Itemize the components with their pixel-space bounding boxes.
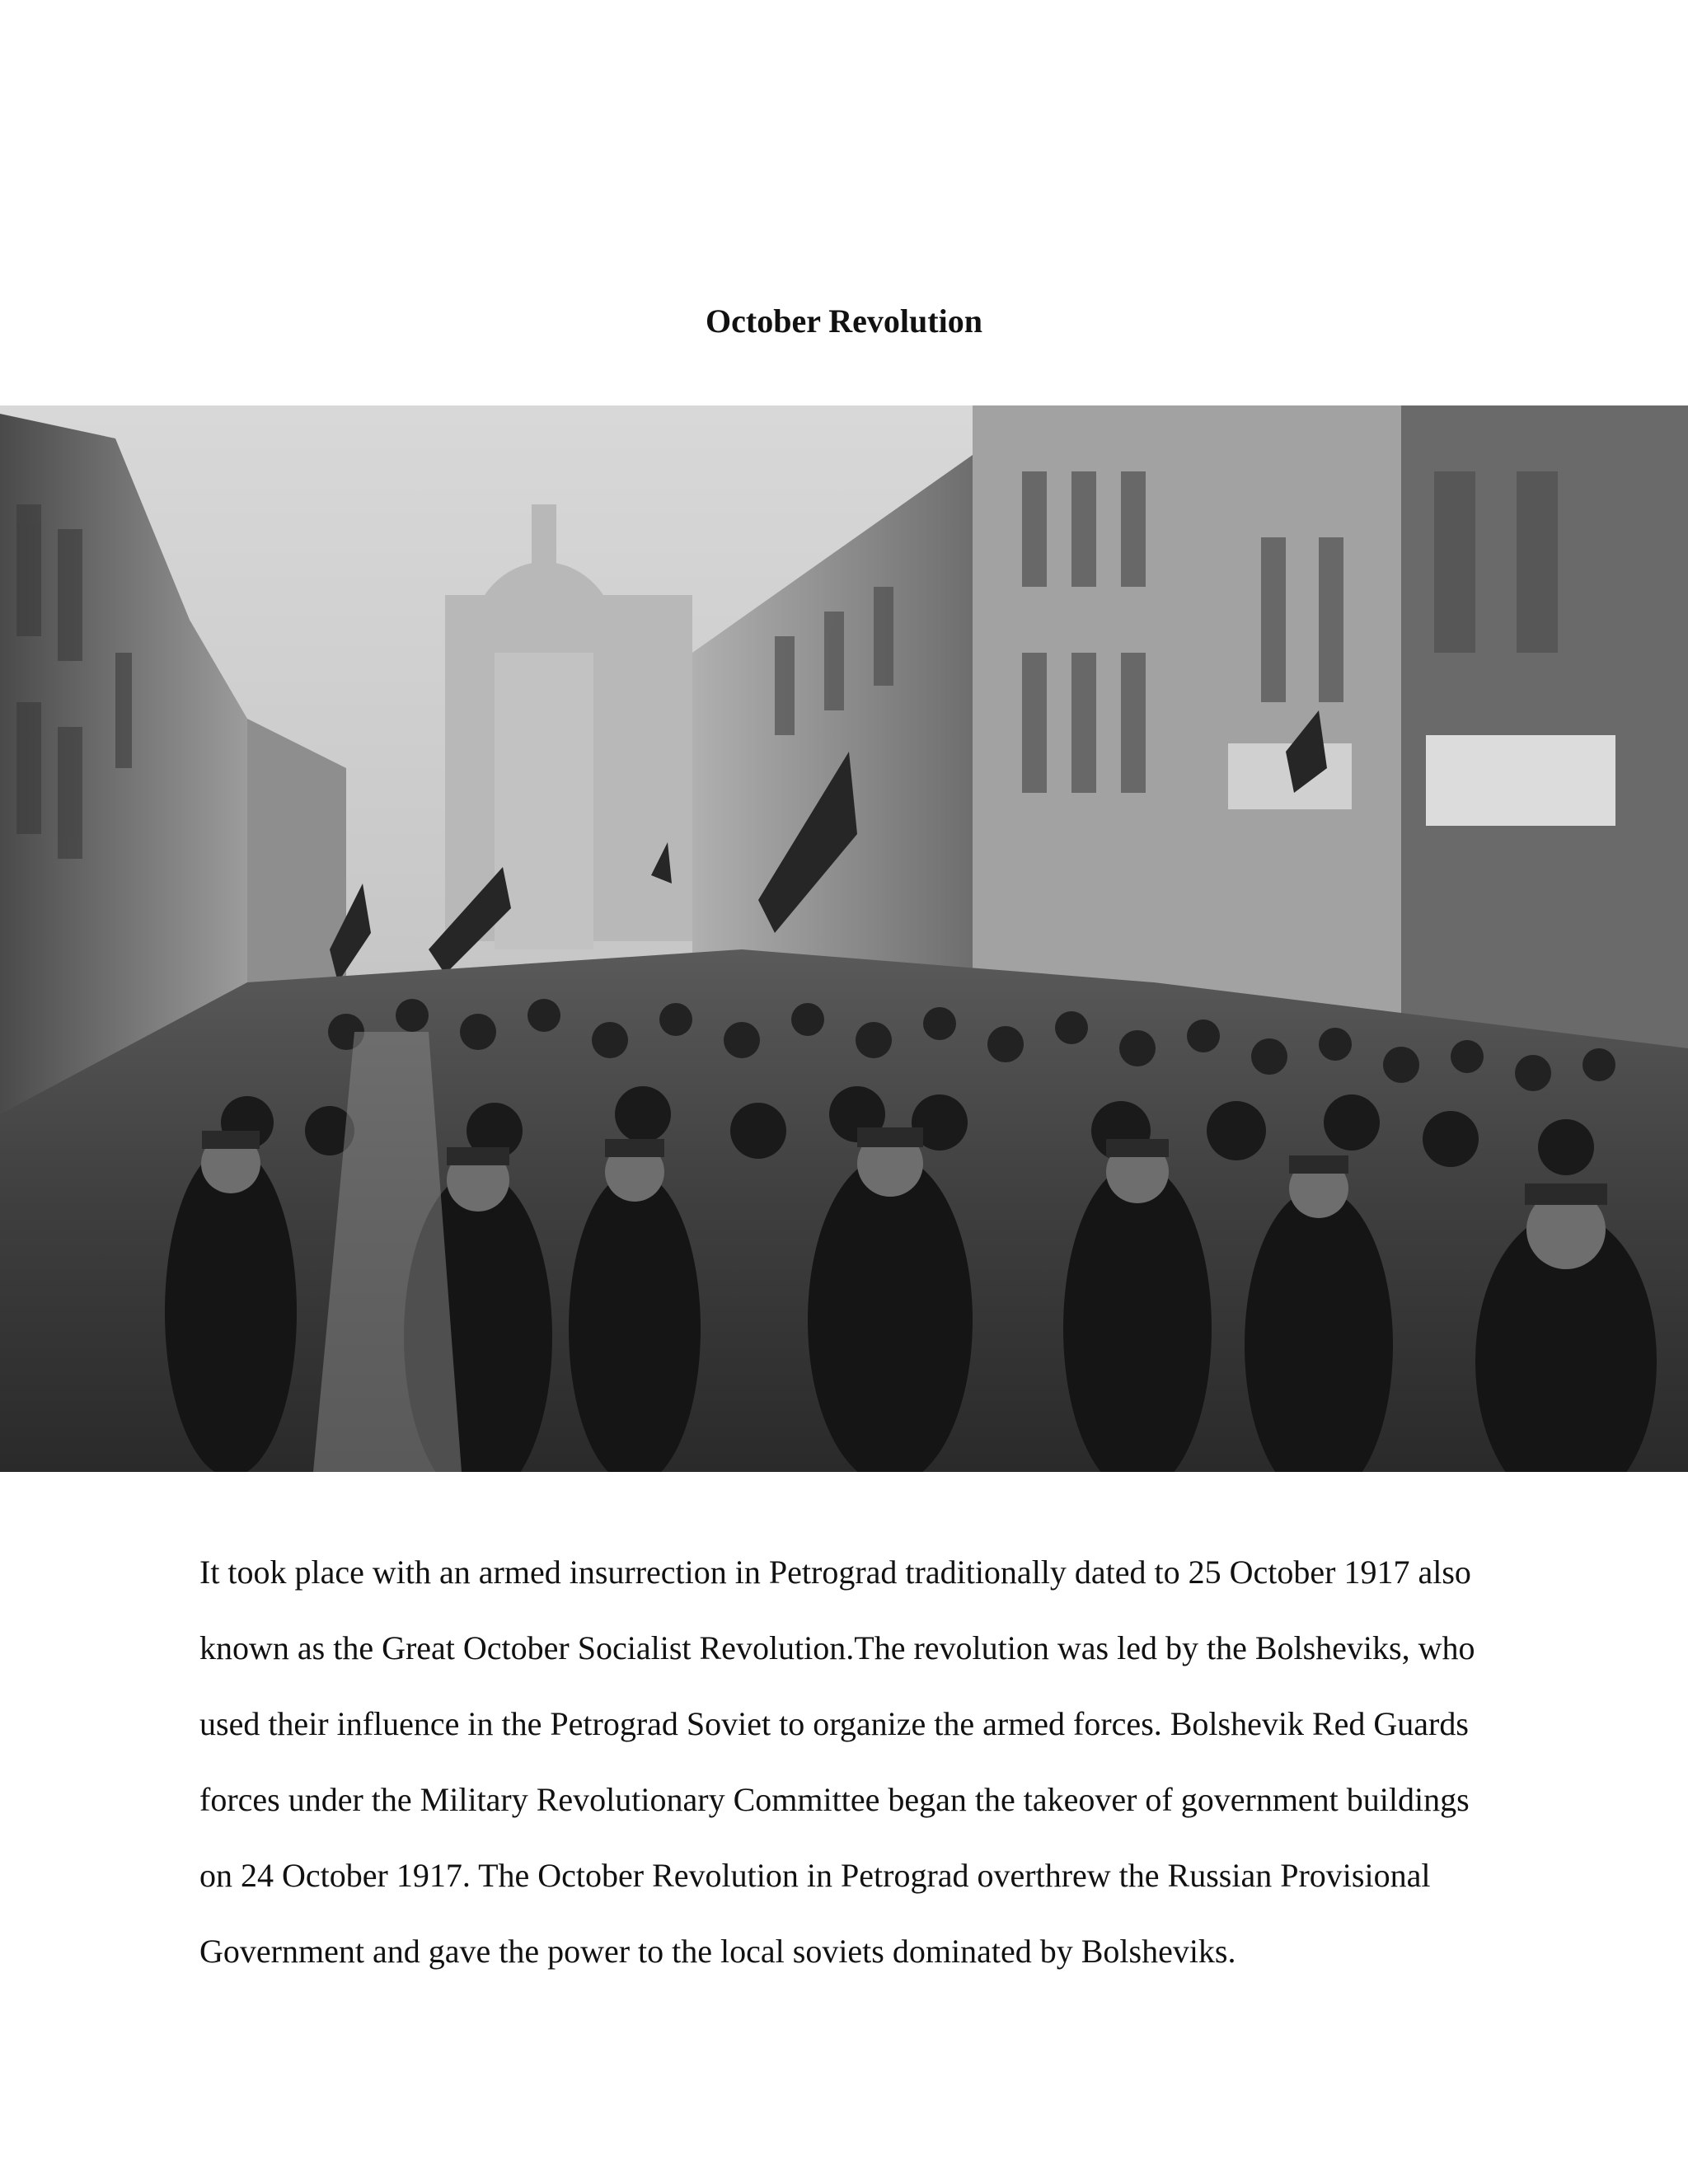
paragraph-line: known as the Great October Socialist Revolution.The revolution was led by the Bolsheviks, who (199, 1629, 1475, 1666)
paragraph-line: on 24 October 1917. The October Revolution in Petrograd overthrew the Russian Provisional (199, 1857, 1431, 1894)
paragraph-line: used their influence in the Petrograd Soviet to organize the armed forces. Bolshevik Red Guards (199, 1705, 1469, 1742)
body-paragraph (199, 1535, 1518, 1990)
paragraph-line: It took place with an armed insurrection in Petrograd traditionally dated to 25 October 1917 also (199, 1554, 1471, 1591)
street-crowd-photo (0, 405, 1688, 1472)
street-crowd-photo-icon (0, 405, 1688, 1472)
paragraph-line: forces under the Military Revolutionary Committee began the takeover of government buildings (199, 1781, 1470, 1818)
paragraph-line: Government and gave the power to the local soviets dominated by Bolsheviks. (199, 1933, 1236, 1970)
page-title: October Revolution (706, 302, 982, 340)
